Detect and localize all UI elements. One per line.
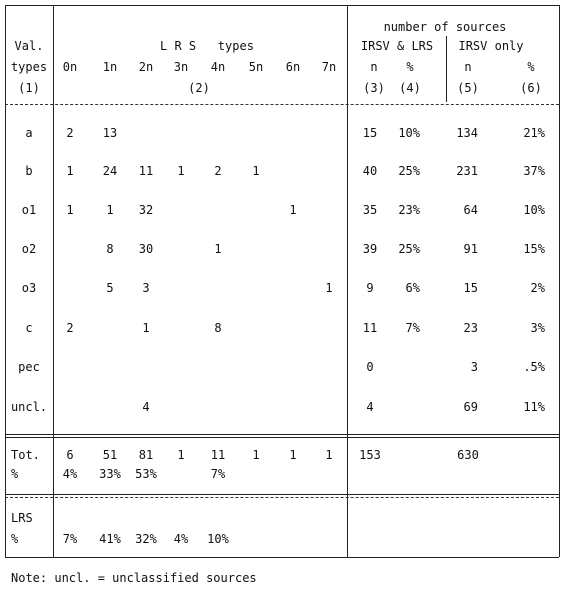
lrs-cell: 1: [325, 281, 333, 295]
lrs-pct-cell: 41%: [99, 532, 121, 546]
totals-pct-cell: 4%: [62, 467, 78, 481]
irsv-only-pct-cell: 10%: [523, 203, 545, 217]
row-label: o2: [21, 242, 37, 256]
sources-title: number of sources: [383, 20, 507, 34]
row-label: pec: [18, 360, 40, 374]
row-label: o1: [21, 203, 37, 217]
irsv-lrs-pct-cell: 7%: [405, 321, 420, 335]
col-pct-irsv-lrs: %: [406, 60, 414, 74]
totals-count-cell: 81: [138, 448, 154, 462]
irsv-only-n-cell: 69: [463, 400, 478, 414]
lrs-cell: 13: [102, 126, 118, 140]
col-pct-irsv-only: %: [527, 60, 535, 74]
table-top-border: [5, 5, 559, 6]
note: Note: uncl. = unclassified sources: [11, 571, 257, 585]
row-label: b: [25, 164, 33, 178]
irsv-only-pct-cell: 21%: [523, 126, 545, 140]
table-bottom-border: [5, 557, 559, 558]
irsv-lrs-n-cell: 9: [366, 281, 374, 295]
lrs-pct-label: %: [11, 532, 19, 546]
irsv-lrs-pct-cell: 10%: [398, 126, 420, 140]
irsv-only-n-cell: 231: [456, 164, 478, 178]
irsv-only-n-cell: 64: [463, 203, 478, 217]
lrs-col-2n: 2n: [138, 60, 154, 74]
irsv-only-title: IRSV only: [458, 39, 524, 53]
lrs-cell: 11: [138, 164, 154, 178]
lrs-cell: 2: [66, 321, 74, 335]
header-separator: [5, 104, 559, 105]
irsv-lrs-n-cell: 35: [362, 203, 378, 217]
irsv-only-pct-cell: 2%: [530, 281, 545, 295]
irsv-lrs-n-cell: 11: [362, 321, 378, 335]
irsv-lrs-pct-cell: 25%: [398, 242, 420, 256]
lrs-cell: 1: [214, 242, 222, 256]
lrs-cell: 1: [177, 164, 185, 178]
lrs-cell: 4: [142, 400, 150, 414]
irsv-only-pct-cell: 15%: [523, 242, 545, 256]
lrs-pct-cell: 4%: [173, 532, 189, 546]
lrs-col-6n: 6n: [285, 60, 301, 74]
lrs-pct-cell: 32%: [135, 532, 157, 546]
lrs-col-3n: 3n: [173, 60, 189, 74]
totals-count-cell: 1: [177, 448, 185, 462]
irsv-only-n-cell: 3: [470, 360, 478, 374]
row-label: o3: [21, 281, 37, 295]
totals-count-cell: 6: [66, 448, 74, 462]
lrs-pct-cell: 10%: [207, 532, 229, 546]
column-divider-types: [53, 5, 54, 557]
irsv-lrs-n-cell: 4: [366, 400, 374, 414]
lrs-cell: 5: [106, 281, 114, 295]
lrs-cell: 1: [66, 164, 74, 178]
lrs-label: LRS: [11, 511, 33, 525]
irsv-lrs-title: IRSV & LRS: [360, 39, 434, 53]
val-types-line-3: (1): [18, 81, 40, 95]
col-index-4: (4): [399, 81, 421, 95]
irsv-only-pct-cell: 37%: [523, 164, 545, 178]
lrs-pct-cell: 7%: [62, 532, 78, 546]
lrs-col-4n: 4n: [210, 60, 226, 74]
val-types-line-2: types: [10, 60, 48, 74]
totals-count-cell: 51: [102, 448, 118, 462]
irsv-lrs-n-cell: 40: [362, 164, 378, 178]
totals-pct-label: %: [11, 467, 19, 481]
table-right-border: [559, 5, 560, 557]
column-divider-sources: [347, 5, 348, 557]
lrs-cell: 2: [214, 164, 222, 178]
row-label: c: [25, 321, 33, 335]
lrs-cell: 1: [142, 321, 150, 335]
col-index-3: (3): [363, 81, 385, 95]
totals-separator-1: [5, 494, 559, 495]
lrs-cell: 1: [252, 164, 260, 178]
table-left-border: [5, 5, 6, 557]
lrs-cell: 1: [289, 203, 297, 217]
lrs-cell: 30: [138, 242, 154, 256]
totals-pct-cell: 53%: [135, 467, 157, 481]
irsv-only-pct-cell: 11%: [523, 400, 545, 414]
col-index-5: (5): [457, 81, 479, 95]
irsv-lrs-pct-cell: 25%: [398, 164, 420, 178]
lrs-col-7n: 7n: [321, 60, 337, 74]
lrs-cell: 1: [66, 203, 74, 217]
irsv-only-n-cell: 91: [463, 242, 478, 256]
totals-pct-cell: 7%: [210, 467, 226, 481]
totals-count-cell: 1: [325, 448, 333, 462]
lrs-cell: 24: [102, 164, 118, 178]
irsv-lrs-pct-cell: 23%: [398, 203, 420, 217]
val-types-line-1: Val.: [14, 39, 44, 53]
totals-count-cell: 1: [289, 448, 297, 462]
col-n-irsv-lrs: n: [370, 60, 378, 74]
lrs-index: (2): [188, 81, 210, 95]
lrs-cell: 2: [66, 126, 74, 140]
row-label: a: [25, 126, 33, 140]
totals-label: Tot.: [11, 448, 40, 462]
lrs-col-0n: 0n: [62, 60, 78, 74]
lrs-types-title: L R S types: [160, 39, 254, 53]
totals-count-cell: 11: [210, 448, 226, 462]
irsv-lrs-n-cell: 15: [362, 126, 378, 140]
totals-separator-2: [5, 497, 559, 498]
lrs-cell: 1: [106, 203, 114, 217]
irsv-only-n-cell: 15: [463, 281, 478, 295]
lrs-cell: 8: [214, 321, 222, 335]
body-separator-2: [5, 437, 559, 438]
irsv-only-n-cell: 23: [463, 321, 478, 335]
irsv-only-pct-cell: 3%: [530, 321, 545, 335]
lrs-cell: 8: [106, 242, 114, 256]
lrs-cell: 3: [142, 281, 150, 295]
body-separator-1: [5, 434, 559, 435]
totals-count-cell: 1: [252, 448, 260, 462]
lrs-col-5n: 5n: [248, 60, 264, 74]
col-n-irsv-only: n: [464, 60, 472, 74]
lrs-cell: 32: [138, 203, 154, 217]
col-index-6: (6): [520, 81, 542, 95]
row-label: uncl.: [10, 400, 48, 414]
totals-n: 153: [359, 448, 381, 462]
irsv-lrs-n-cell: 39: [362, 242, 378, 256]
totals-pct-cell: 33%: [99, 467, 121, 481]
irsv-only-n-cell: 134: [456, 126, 478, 140]
totals-n-only: 630: [457, 448, 479, 462]
irsv-lrs-n-cell: 0: [366, 360, 374, 374]
irsv-only-pct-cell: .5%: [523, 360, 545, 374]
column-divider-irsv-only: [446, 36, 447, 102]
lrs-col-1n: 1n: [102, 60, 118, 74]
irsv-lrs-pct-cell: 6%: [405, 281, 420, 295]
